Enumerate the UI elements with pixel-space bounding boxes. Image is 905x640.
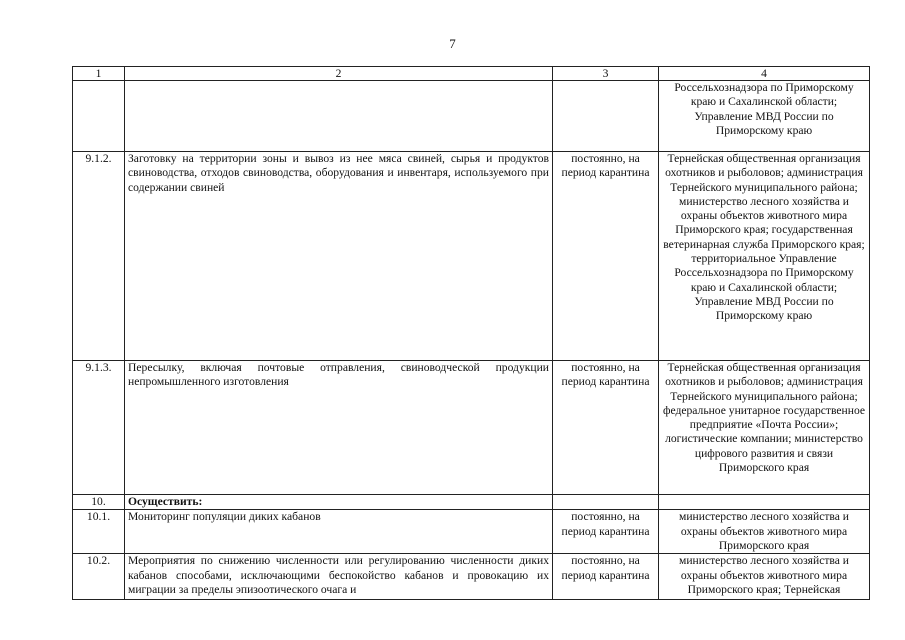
row-period: постоянно, на период карантина: [553, 554, 659, 600]
row-period: постоянно, на период карантина: [553, 152, 659, 361]
table-row: [73, 554, 870, 600]
row-responsible: Россельхознадзора по Приморскому краю и Сахалинской области; Управление МВД России по Приморскому краю: [659, 81, 870, 152]
row-number: 9.1.2.: [73, 152, 125, 361]
row-measure-text: Мероприятия по снижению численности или регулированию численности диких кабанов способами, исключающими беспокойство кабанов и провокацию их миграции за пределы эпизоотического очага и: [125, 554, 553, 600]
column-header: 3: [553, 67, 659, 81]
row-measure-text: Пересылку, включая почтовые отправления, свиноводческой продукции непромышленного изготовления: [125, 361, 553, 495]
row-number: 9.1.3.: [73, 361, 125, 495]
row-responsible: Тернейская общественная организация охотников и рыболовов; администрация Тернейского муниципального района; министерство лесного хозяйства и охраны объектов животного мира Приморского края; государственная ветеринарная служба Приморского края; территориальное Управление Россельхознадзора по Приморскому краю и Сахалинской области; Управление МВД России по Приморскому краю: [659, 152, 870, 361]
row-period: [553, 495, 659, 510]
row-number: [73, 81, 125, 152]
table-header-row: [73, 67, 870, 81]
row-number: 10.2.: [73, 554, 125, 600]
column-header: 4: [659, 67, 870, 81]
row-measure-text: Мониторинг популяции диких кабанов: [125, 510, 553, 554]
table-row: [73, 510, 870, 554]
row-responsible: министерство лесного хозяйства и охраны объектов животного мира Приморского края: [659, 510, 870, 554]
section-heading: Осуществить:: [125, 495, 553, 510]
row-responsible: министерство лесного хозяйства и охраны объектов животного мира Приморского края; Тернейская: [659, 554, 870, 600]
row-period: постоянно, на период карантина: [553, 361, 659, 495]
row-responsible: [659, 495, 870, 510]
row-responsible: Тернейская общественная организация охотников и рыболовов; администрация Тернейского муниципального района; федеральное унитарное государственное предприятие «Почта России»; логистические компании; министерство цифрового развития и связи Приморского края: [659, 361, 870, 495]
row-period: [553, 81, 659, 152]
page-number: 7: [449, 36, 456, 51]
row-number: 10.: [73, 495, 125, 510]
column-header: 2: [125, 67, 553, 81]
table-row: [73, 495, 870, 510]
row-measure-text: Заготовку на территории зоны и вывоз из нее мяса свиней, сырья и продуктов свиноводства, отходов свиноводства, оборудования и инвентаря, используемого при содержании свиней: [125, 152, 553, 361]
table-row: [73, 81, 870, 152]
column-header: 1: [73, 67, 125, 81]
row-measure-text: [125, 81, 553, 152]
measures-table: [72, 66, 870, 600]
row-period: постоянно, на период карантина: [553, 510, 659, 554]
table-row: [73, 361, 870, 495]
table-row: [73, 152, 870, 361]
row-number: 10.1.: [73, 510, 125, 554]
